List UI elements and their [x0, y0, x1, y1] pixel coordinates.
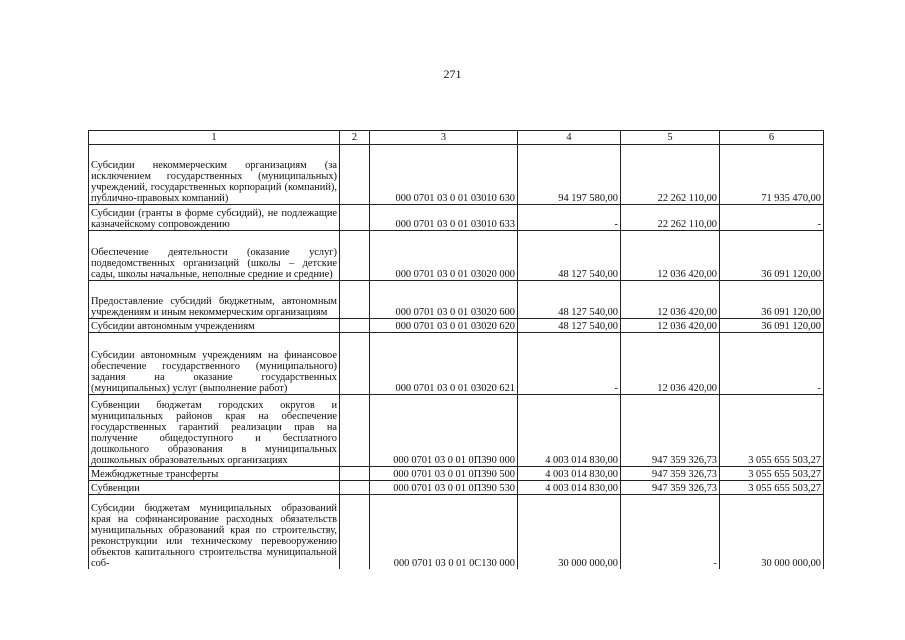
row-value-4: 94 197 580,00: [518, 145, 621, 205]
table-row: [89, 319, 824, 333]
row-name: Межбюджетные трансферты: [89, 467, 340, 481]
row-code: 000 0701 03 0 01 03020 621: [370, 333, 518, 395]
table-row: [89, 495, 824, 569]
row-code: 000 0701 03 0 01 03010 630: [370, 145, 518, 205]
row-value-4: 4 003 014 830,00: [518, 395, 621, 467]
row-value-5: 947 359 326,73: [621, 481, 720, 495]
row-col2: [340, 231, 370, 281]
row-name: Субвенции бюджетам городских округов и муниципальных районов края на обеспечение государственных гарантий реализации прав на получение общедоступного и бесплатного дошкольного образования в муниципальных дошкольных образовательных организациях: [89, 395, 340, 467]
row-col2: [340, 481, 370, 495]
row-name: Субсидии автономным учреждениям на финансовое обеспечение государственного (муниципального) задания на оказание государственных (муниципальных) услуг (выполнение работ): [89, 333, 340, 395]
row-code: 000 0701 03 0 01 03020 600: [370, 281, 518, 319]
table-header-row: [89, 131, 824, 145]
row-name: Субсидии бюджетам муниципальных образований края на софинансирование расходных обязательств муниципальных образований края по строительству, реконструкции или техническому перевооружению объектов капитального строительства муниципальной соб-: [89, 495, 340, 569]
row-code: 000 0701 03 0 01 0П390 000: [370, 395, 518, 467]
row-col2: [340, 145, 370, 205]
row-value-6: 71 935 470,00: [720, 145, 824, 205]
row-value-5: 12 036 420,00: [621, 231, 720, 281]
row-name: Субсидии некоммерческим организациям (за исключением государственных (муниципальных) учреждений, государственных корпораций (компаний), публично-правовых компаний): [89, 145, 340, 205]
row-value-4: -: [518, 333, 621, 395]
row-value-5: 12 036 420,00: [621, 333, 720, 395]
table-row: [89, 395, 824, 467]
table-row: [89, 205, 824, 231]
row-col2: [340, 333, 370, 395]
row-code: 000 0701 03 0 01 0П390 530: [370, 481, 518, 495]
row-value-6: 3 055 655 503,27: [720, 481, 824, 495]
row-code: 000 0701 03 0 01 0С130 000: [370, 495, 518, 569]
row-value-4: 4 003 014 830,00: [518, 467, 621, 481]
column-header-4: 4: [518, 131, 621, 145]
table-row: [89, 145, 824, 205]
row-value-4: 48 127 540,00: [518, 319, 621, 333]
column-header-1: 1: [89, 131, 340, 145]
row-value-5: 22 262 110,00: [621, 205, 720, 231]
row-col2: [340, 395, 370, 467]
row-value-5: 947 359 326,73: [621, 395, 720, 467]
row-col2: [340, 319, 370, 333]
column-header-3: 3: [370, 131, 518, 145]
row-col2: [340, 281, 370, 319]
row-value-4: 30 000 000,00: [518, 495, 621, 569]
row-name: Субвенции: [89, 481, 340, 495]
column-header-2: 2: [340, 131, 370, 145]
row-value-6: 3 055 655 503,27: [720, 395, 824, 467]
row-name: Субсидии автономным учреждениям: [89, 319, 340, 333]
row-value-6: 36 091 120,00: [720, 231, 824, 281]
budget-table: [88, 130, 824, 569]
column-header-6: 6: [720, 131, 824, 145]
row-value-4: 48 127 540,00: [518, 281, 621, 319]
row-value-6: 36 091 120,00: [720, 319, 824, 333]
row-value-5: 22 262 110,00: [621, 145, 720, 205]
row-value-5: 12 036 420,00: [621, 319, 720, 333]
table-row: [89, 333, 824, 395]
row-name: Обеспечение деятельности (оказание услуг) подведомственных организаций (школы – детские сады, школы начальные, неполные средние и средние): [89, 231, 340, 281]
table-row: [89, 231, 824, 281]
page-number: 271: [443, 67, 462, 81]
table-row: [89, 281, 824, 319]
row-value-6: 36 091 120,00: [720, 281, 824, 319]
row-value-6: 30 000 000,00: [720, 495, 824, 569]
row-value-5: 12 036 420,00: [621, 281, 720, 319]
row-value-4: 4 003 014 830,00: [518, 481, 621, 495]
row-code: 000 0701 03 0 01 03010 633: [370, 205, 518, 231]
row-name: Предоставление субсидий бюджетным, автономным учреждениям и иным некоммерческим организациям: [89, 281, 340, 319]
table-row: [89, 467, 824, 481]
row-value-5: 947 359 326,73: [621, 467, 720, 481]
row-value-4: -: [518, 205, 621, 231]
row-col2: [340, 495, 370, 569]
row-value-6: -: [720, 333, 824, 395]
row-code: 000 0701 03 0 01 03020 000: [370, 231, 518, 281]
row-value-5: -: [621, 495, 720, 569]
row-value-4: 48 127 540,00: [518, 231, 621, 281]
row-col2: [340, 205, 370, 231]
row-code: 000 0701 03 0 01 0П390 500: [370, 467, 518, 481]
column-header-5: 5: [621, 131, 720, 145]
row-code: 000 0701 03 0 01 03020 620: [370, 319, 518, 333]
table-row: [89, 481, 824, 495]
row-value-6: 3 055 655 503,27: [720, 467, 824, 481]
row-value-6: -: [720, 205, 824, 231]
row-name: Субсидии (гранты в форме субсидий), не подлежащие казначейскому сопровождению: [89, 205, 340, 231]
row-col2: [340, 467, 370, 481]
